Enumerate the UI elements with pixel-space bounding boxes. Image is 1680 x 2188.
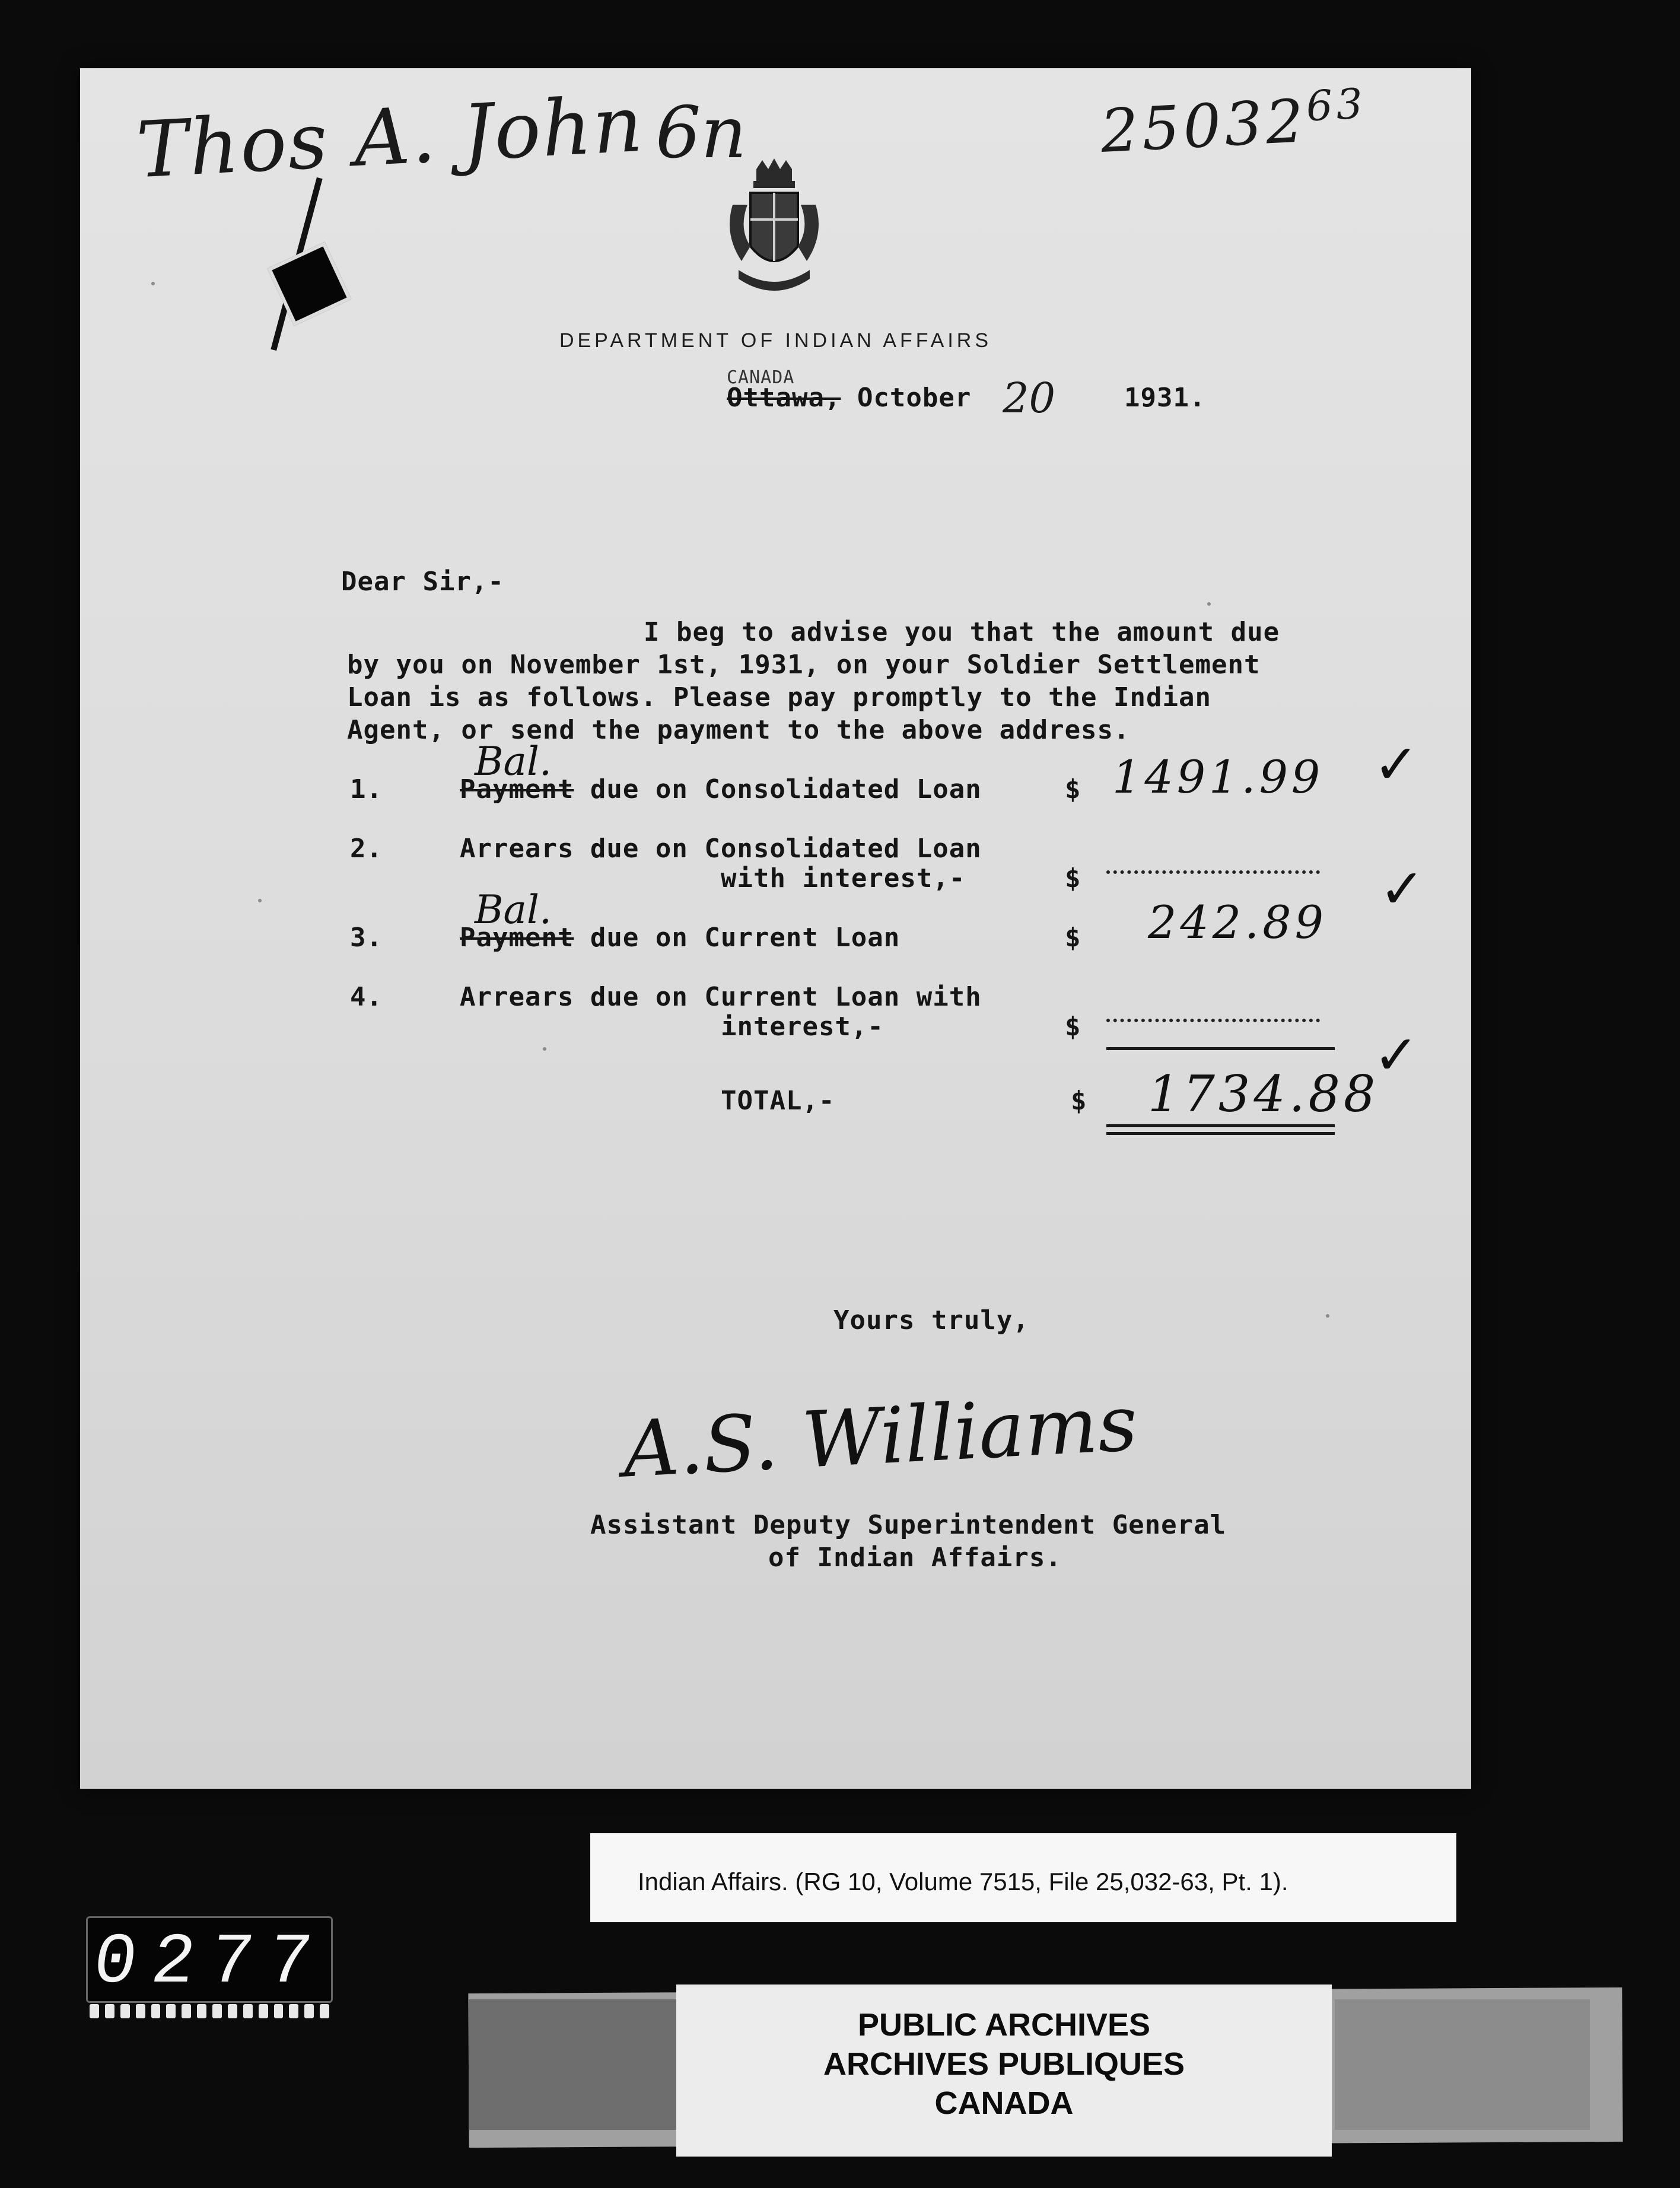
item-description: Arrears due on Current Loan with (460, 982, 982, 1012)
archive-reference-card (590, 1833, 1456, 1922)
date-day-handwritten: 20 (1003, 374, 1056, 422)
item-number: 4. (350, 982, 383, 1012)
date-line (727, 367, 972, 413)
signatory-title: Assistant Deputy Superintendent General (590, 1510, 1227, 1540)
currency-symbol: $ (1065, 774, 1081, 804)
stamp-text (676, 2005, 1332, 2123)
total-double-rule (1106, 1124, 1335, 1127)
signatory-title-cont: of Indian Affairs. (768, 1543, 1062, 1573)
paper-speck (543, 1047, 546, 1051)
stamp-line: PUBLIC ARCHIVES (857, 2007, 1151, 2043)
total-label: TOTAL,- (721, 1086, 835, 1116)
item-description: Arrears due on Consolidated Loan (460, 834, 982, 864)
currency-symbol: $ (1065, 923, 1081, 953)
handwritten-file-number (1099, 79, 1369, 166)
item-text (460, 923, 900, 953)
item-description: due on Consolidated Loan (574, 774, 982, 804)
closing: Yours truly, (833, 1305, 1029, 1335)
stamp-line: ARCHIVES PUBLIQUES (823, 2046, 1185, 2082)
check-mark-icon: ✓ (1373, 1023, 1420, 1087)
currency-symbol: $ (1065, 1012, 1081, 1042)
body-line: by you on November 1st, 1931, on your Soldier Settlement (347, 650, 1261, 680)
blank-amount-dots (1106, 868, 1320, 874)
struck-word: Payment (460, 923, 574, 953)
item-text (460, 774, 982, 804)
sum-rule (1106, 1047, 1335, 1050)
file-number: 25032 (1099, 85, 1309, 166)
department-header: DEPARTMENT OF INDIAN AFFAIRS (559, 329, 992, 352)
frame-counter (86, 1916, 333, 2003)
paper-speck (151, 282, 155, 285)
struck-place: CANADA (727, 367, 795, 388)
public-archives-stamp (676, 1985, 1332, 2157)
check-mark-icon: ✓ (1373, 733, 1420, 796)
struck-word: Payment (460, 774, 574, 804)
stamp-line: CANADA (934, 2085, 1074, 2121)
blank-amount-dots (1106, 1016, 1320, 1022)
file-suffix: 63 (1304, 79, 1367, 131)
paper-speck (1326, 1314, 1329, 1318)
paper-speck (1207, 602, 1211, 606)
body-line: Loan is as follows. Please pay promptly to the Indian (347, 682, 1211, 713)
currency-symbol: $ (1071, 1086, 1087, 1116)
total-double-rule (1106, 1132, 1335, 1135)
item-number: 3. (350, 923, 383, 953)
check-mark-icon: ✓ (1379, 857, 1426, 921)
archive-reference: Indian Affairs. (RG 10, Volume 7515, File 25,032-63, Pt. 1). (638, 1868, 1288, 1896)
item-description-cont: with interest,- (721, 863, 966, 893)
item-description-cont: interest,- (721, 1012, 884, 1042)
handwritten-name: Thos A. John (134, 78, 646, 196)
currency-symbol: $ (1065, 863, 1081, 893)
paper-speck (258, 899, 262, 902)
date-place: Ottawa, (727, 383, 841, 413)
total-amount: 1734.88 (1148, 1065, 1379, 1123)
handwritten-band-no: 6n (656, 92, 747, 174)
salutation: Dear Sir,- (341, 567, 504, 597)
strip-shadow (1335, 1999, 1590, 2130)
correction-bal: Bal. (475, 887, 552, 933)
item-description: due on Current Loan (574, 923, 901, 953)
item-number: 2. (350, 834, 383, 864)
letter-page (80, 68, 1471, 1789)
signature: A.S. Williams (621, 1378, 1140, 1495)
item-amount: 1491.99 (1112, 750, 1324, 803)
date-year: 1931. (1124, 383, 1206, 413)
date-month: October (857, 383, 972, 413)
correction-bal: Bal. (475, 739, 552, 784)
coat-of-arms-icon (721, 157, 828, 300)
item-amount: 242.89 (1148, 896, 1327, 949)
body-line: I beg to advise you that the amount due (644, 617, 1280, 647)
item-number: 1. (350, 774, 383, 804)
frame-number: 0277 (88, 1923, 332, 2003)
body-line: Agent, or send the payment to the above address. (347, 715, 1130, 745)
film-perforations (86, 2004, 329, 2022)
